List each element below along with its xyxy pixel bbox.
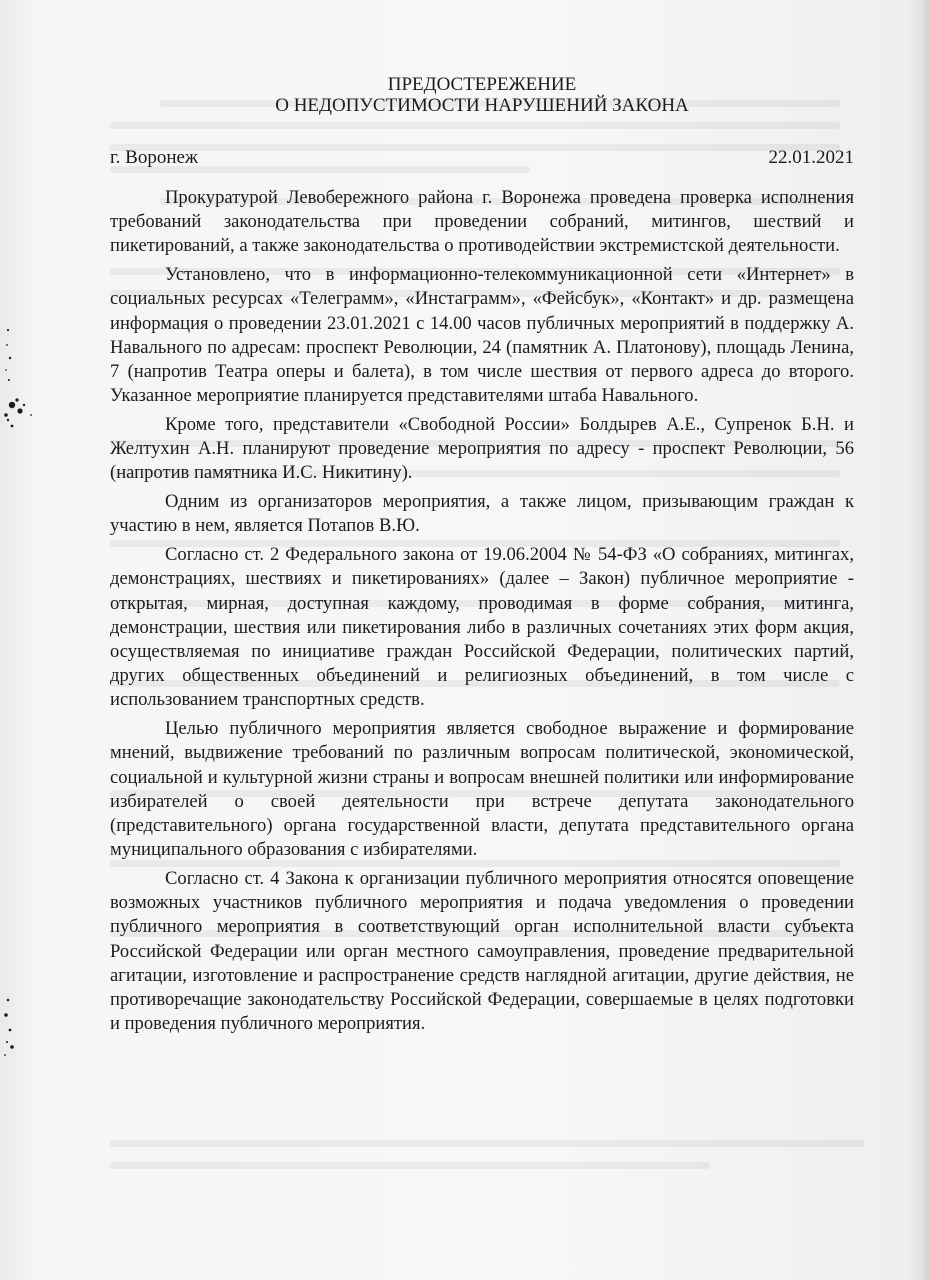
document-text <box>110 186 854 1036</box>
document-body <box>110 74 854 1041</box>
binder-hole-marks <box>0 0 60 1280</box>
paragraph-article-2: Согласно ст. 2 Федерального закона от 19.06.2004 № 54-ФЗ «О собраниях, митингах, демонстрациях, шествиях и пикетированиях» (далее – Закон) публичное мероприятие - открытая, мирная, доступная каждому, проводимая в форме собрания, митинга, демонстрации, шествия или пикетирования либо в различных сочетаниях этих форм акция, осуществляемая по инициативе граждан Российской Федерации, политических партий, других общественных объединений и религиозных объединений, в том числе с использованием транспортных средств. <box>110 544 854 711</box>
document-date: 22.01.2021 <box>768 147 854 168</box>
paragraph-inspection: Прокуратурой Левобережного района г. Воронежа проведена проверка исполнения требований законодательства при проведении собраний, митингов, шествий и пикетирований, а также законодательства о противодействии экстремистской деятельности. <box>110 187 854 257</box>
document-title-line-2: О НЕДОПУСТИМОСТИ НАРУШЕНИЙ ЗАКОНА <box>275 95 689 116</box>
paragraph-free-russia: Кроме того, представители «Свободной России» Болдырев А.Е., Супренок Б.Н. и Желтухин А.Н. планируют проведение мероприятия по адресу - проспект Революции, 56 (напротив памятника И.С. Никитину). <box>110 414 854 484</box>
page-edge-shadow <box>908 0 930 1280</box>
document-title-line-1: ПРЕДОСТЕРЕЖЕНИЕ <box>387 74 577 95</box>
paragraph-article-4: Согласно ст. 4 Закона к организации публичного мероприятия относятся оповещение возможных участников публичного мероприятия и подача уведомления о проведении публичного мероприятия в соответствующий орган исполнительной власти субъекта Российской Федерации или орган местного самоуправления, проведение предварительной агитации, изготовление и распространение средств наглядной агитации, другие действия, не противоречащие законодательству Российской Федерации, совершаемые в целях подготовки и проведения публичного мероприятия. <box>110 868 854 1035</box>
paragraph-purpose: Целью публичного мероприятия является свободное выражение и формирование мнений, выдвижение требований по различным вопросам политической, экономической, социальной и культурной жизни страны и вопросам внешней политики или информирование избирателей о своей деятельности при встрече депутата законодательного (представительного) органа государственной власти, депутата представительного органа муниципального образования с избирателями. <box>110 718 854 861</box>
paragraph-established: Установлено, что в информационно-телекоммуникационной сети «Интернет» в социальных ресурсах «Телеграмм», «Инстаграмм», «Фейсбук», «Контакт» и др. размещена информация о проведении 23.01.2021 с 14.00 часов публичных мероприятий в поддержку А. Навального по адресам: проспект Революции, 24 (памятник А. Платонову), площадь Ленина, 7 (напротив Театра оперы и балета), в том числе шествия от первого адреса до второго. Указанное мероприятие планируется представителями штаба Навального. <box>110 264 854 407</box>
paragraph-organizer: Одним из организаторов мероприятия, а также лицом, призывающим граждан к участию в нем, является Потапов В.Ю. <box>110 491 854 537</box>
city: г. Воронеж <box>110 147 199 168</box>
city-date-row <box>110 147 854 169</box>
